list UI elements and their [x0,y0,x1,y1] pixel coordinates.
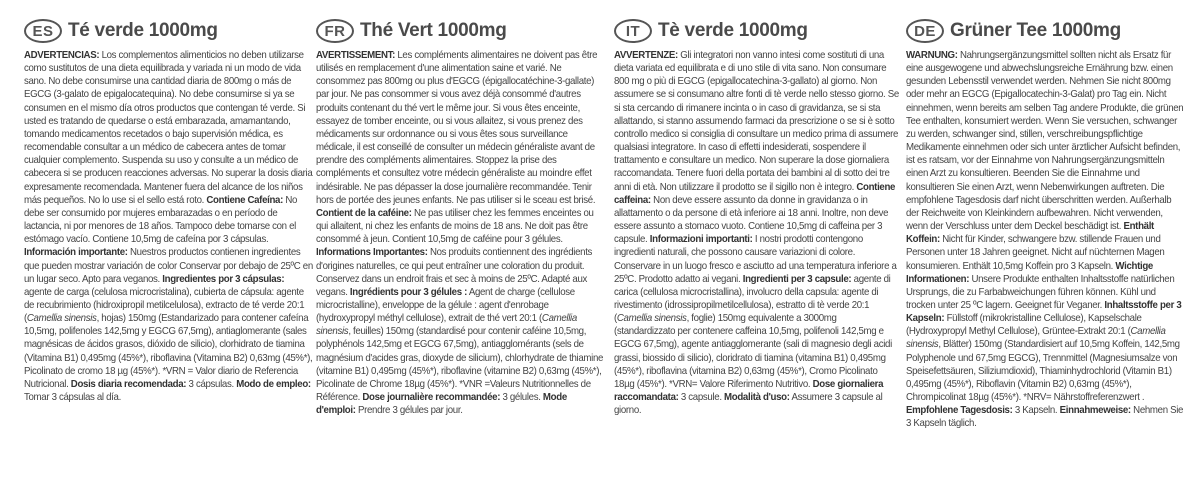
section-header [24,14,312,48]
section-heading: ADVERTENCIAS: [24,50,100,61]
section-heading: Modo de empleo: [236,378,311,390]
text-run: Les compléments alimentaires ne doivent pas être utilisés en remplacement d'une alimentation saine et varié. Ne consommez pas 800mg ou plus d'EGCG (épigallocatéchine-3-gallate) par jour. Ne pas consommer si vous avez déjà consommé d'autres produits contenant du thé vert le même jour. Si vous êtes enceinte, essayez de tomber enceinte, ou si vous allaitez, si vous prenez des médicaments sur ordonnance ou si vous êtes sous surveillance médicale, il est conseillé de consulter un médecin généraliste avant de prendre des compléments alimentaires. Stoppez la prise des compléments et consultez votre médecin généraliste au moindre effet indésirable. Ne pas dépasser la dose journalière recommandée. Tenir hors de portée des jeunes enfants. Ne pas utiliser si le sceau est brisé. [316,50,598,206]
text-run: Nos produits contiennent des ingrédients d'origines naturelles, ce qui peut entraîner une coloration du produit. Conservez dans un endroit frais et sec à moins de 25ºC. Adapté aux vegans. [316,247,593,298]
section-heading: Informations Importantes: [316,247,428,259]
italian-section [614,14,898,417]
section-heading: Wichtige Informationen: [906,260,1153,285]
section-header [614,14,898,48]
section-heading: Enthält Koffein: [906,221,1154,246]
text-run: 3 gélules. [500,392,543,404]
product-title: Grüner Tee 1000mg [950,20,1121,41]
section-heading: Ingrédients pour 3 gélules : [349,286,468,298]
section-heading: Modalità d'uso: [724,392,790,404]
product-title: Tè verde 1000mg [658,20,808,41]
text-run: Assumere 3 capsule al giorno. [614,392,883,417]
section-heading: WARNUNG: [906,50,958,61]
product-title: Thé Vert 1000mg [360,20,507,41]
section-heading: Información importante: [24,247,128,259]
text-run: Nehmen Sie 3 Kapseln täglich. [906,405,1184,430]
text-run: Ne pas utiliser chez les femmes enceintes ou qui allaitent, ni chez les enfants de moins de 18 ans. Ne doit pas être consommé à jeun. Contient 10,5mg de caféine pour 3 gélules. [316,207,594,246]
section-heading: Contient de la caféine: [316,207,412,219]
section-heading: Dose journalière recommandée: [362,392,501,404]
product-title: Té verde 1000mg [68,20,218,41]
text-run: , feuilles) 150mg (standardisé pour contenir caféine 10,5mg, polyphénols 142,5mg et EGCG 67,5mg), antiagglomérants (sels de magnésium d'acides gras, dioxyde de silicium), chlorhydrate de thiamine (vitamine B1) 0,495mg (45%*), riboflavine (vitamine B2) 0,63mg (45%*), Picolinate de Chrome 18µg (45%*). *VNR =Valeurs Nutritionnelles de Référence. [316,326,604,404]
section-heading: Ingredienti per 3 capsule: [742,273,852,285]
text-run: , hojas) 150mg (Estandarizado para contener cafeína 10,5mg, polifenoles 142,5mg y EGCG 67,5mg), antiaglomerante (sales magnésicas de ácidos grasos, dióxido de silicio), clorhidrato de tiamina (Vitamina B1) 0,495mg (45%*), riboflavina (Vitamina B2) 0,63mg (45%*), Picolinato de cromo 18 µg (45%*). *VRN = Valor diario de Referencia Nutricional. [24,313,313,390]
language-badge: ES [24,19,62,43]
text-run: , Blätter) 150mg (Standardisiert auf 10,5mg Koffein, 142,5mg Polyphenole und 67,5mg EGCG), Trennmittel (Magnesiumsalze von Speisefettsäuren, Siliziumdioxid), Thiaminhydrochlorid (Vitamin B1) 0,495mg (45%*), Riboflavin (Vitamin B2) 0,63mg (45%*), Chrompicolinat 18µg (45%*). *NRV= Nährstoffreferenzwert . [906,339,1180,404]
text-run: Los complementos alimenticios no deben utilizarse como sustitutos de una dieta equilibrada y variada ni un modo de vida sano. No debe consumirse una cantidad diaria de 800mg o más de EGCG (3-galato de epigalocatequina). No debe consumirse si ya se consumen en el mismo día otros productos que contengan té verde. Si usted es tratando de quedarse o está embarazada, amamantando, tomando medicamentos recetados o bajo supervisión médica, es recomendable consultar a un médico de cabecera antes de tomar cualquier complemento. Suspenda su uso y consulte a un médico de cabecera si se producen reacciones adversas. No superar la dosis diaria expresamente recomendada. Mantener fuera del alcance de los niños más pequeños. No lo use si el sello está roto. [24,50,313,206]
section-heading: Empfohlene Tagesdosis: [906,405,1013,417]
german-section [906,14,1184,431]
text-run: No debe ser consumido por mujeres embarazadas o en período de lactancia, ni por menores de 18 años. Tampoco debe tomarse con el estómago vacío. Contiene 10,5mg de cafeína por 3 cápsulas. [24,194,298,246]
section-heading: Informazioni importanti: [649,234,753,246]
text-run: 3 Kapseln. [1012,405,1060,417]
text-run: Prendre 3 gélules par jour. [355,405,463,417]
text-run: Agent de charge (cellulose microcristalline), enveloppe de la gélule : agent d'enrobage (hydroxypropyl méthyl cellulose), extrait de thé vert 20:1 ( [316,286,575,325]
section-heading: Contiene caffeina: [614,181,896,206]
label-text [906,49,1185,431]
text-run: 3 cápsulas. [186,378,237,390]
text-run: Gli integratori non vanno intesi come sostituti di una dieta variata ed equilibrata e di uno stile di vita sano. Non consumare 800 mg o più di EGCG (epigallocatechina-3-gallato) al giorno. Non assumere se si consumano altre fonti di tè verde nello stesso giorno. Se si sta cercando di rimanere incinta o in caso di gravidanza, se si sta allattando, si stanno assumendo farmaci da prescrizione o se si è sotto controllo medico si consiglia di consultare un medico prima di assumere qualsiasi integratore. In caso di effetti indesiderati, sospendere il trattamento e consultare un medico. Non superare la dose giornaliera raccomandata. Tenere fuori della portata dei bambini al di sotto dei tre anni di età. Non utilizzare il prodotto se il sigillo non è integro. [614,50,899,193]
text-run: Unsere Produkte enthalten Inhaltsstoffe natürlichen Ursprungs, die zu Farbabweichungen führen können. Kühl und trocken unter 25 ºC lagern. Geeignet für Veganer. [906,273,1175,311]
section-heading: AVVERTENZE: [614,50,678,61]
text-run: agente di carica (cellulosa microcristallina), involucro della capsula: agente di rivestimento (idrossipropilmetilcellulosa), estratto di tè verde 20:1 ( [614,273,891,325]
label-text [24,49,313,404]
latin-name: Camellia sinensis [906,326,1166,351]
latin-name: Camellia sinensis [616,313,687,325]
language-badge: FR [316,19,354,43]
latin-name: Camellia sinensis [316,313,577,338]
section-heading: Dosis diaria recomendada: [70,378,187,390]
label-text [614,49,899,417]
text-run: Füllstoff (mikrokristalline Cellulose), Kapselschale (Hydroxypropyl Methyl Cellulose), Grüntee-Extrakt 20:1 ( [906,313,1142,338]
section-heading: Ingredientes por 3 cápsulas: [162,273,285,285]
section-heading: AVERTISSEMENT: [316,50,396,61]
text-run: Tomar 3 cápsulas al día. [24,392,121,404]
section-header [906,14,1184,48]
section-header [316,14,606,48]
section-heading: Einnahmeweise: [1059,405,1131,417]
french-section [316,14,606,417]
text-run: Non deve essere assunto da donne in gravidanza o in allattamento o da persone di età inferiore ai 18 anni. Inoltre, non deve essere assunto a stomaco vuoto. Contiene 10,5mg di caffeina per 3 capsule. [614,194,889,246]
section-heading: Inhaltsstoffe per 3 Kapseln: [906,299,1182,325]
latin-name: Camellia sinensis [26,313,97,325]
text-run: Nahrungsergänzungsmittel sollten nicht als Ersatz für eine ausgewogene und abwechslungsreiche Ernährung bzw. einen gesunden Lebensstil verwendet werden. Nehmen Sie nicht 800mg oder mehr an EGCG (Epigallocatechin-3-Galat) pro Tag ein. Nicht einnehmen, wenn bereits am selben Tag andere Produkte, die grünen Tee enthalten, konsumiert werden. Wenn Sie versuchen, schwanger zu werden, schwanger sind, stillen, verschreibungspflichtige Medikamente einnehmen oder sich unter ärztlicher Aufsicht befinden, ist es ratsam, vor der Einnahme von Nahrungsergänzungsmitteln einen Arzt zu konsultieren. Beenden Sie die Einnahme und konsultieren Sie einen Arzt, wenn Nebenwirkungen auftreten. Die empfohlene Tagesdosis darf nicht überschritten werden. Außerhalb der Reichweite von Kleinkindern aufbewahren. Nicht verwenden, wenn der Verschluss unter dem Deckel beschädigt ist. [906,50,1184,233]
language-badge: IT [614,19,652,43]
text-run: agente de carga (celulosa microcristalina), cubierta de cápsula: agente de recubrimiento (hidroxipropil metilcelulosa), extracto de té verde 20:1 ( [24,286,305,325]
spanish-section [24,14,312,404]
text-run: I nostri prodotti contengono ingredienti naturali, che possono causare variazioni di colore. Conservare in un luogo fresco e asciutto ad una temperatura inferiore a 25ºC. Prodotto adatto ai vegani. [614,234,897,285]
language-badge: DE [906,19,944,43]
label-text [316,49,607,417]
text-run: Nicht für Kinder, schwangere bzw. stillende Frauen und Personen unter 18 Jahren geeignet. Nicht auf nüchternen Magen konsumieren. Enthält 10,5mg Koffein pro 3 Kapseln. [906,234,1165,272]
text-run: 3 capsule. [678,392,725,404]
section-heading: Contiene Cafeína: [206,194,284,206]
section-heading: Dose giornaliera raccomandata: [614,378,884,404]
section-heading: Mode d'emploi: [316,392,567,417]
text-run: Nuestros productos contienen ingredientes que pueden mostrar variación de color Conservar por debajo de 25ºC en un lugar seco. Apto para veganos. [24,247,313,285]
text-run: , foglie) 150mg equivalente a 3000mg (standardizzato per contenere caffeina 10,5mg, polifenoli 142,5mg e EGCG 67,5mg), agente antiagglomerante (sali di magnesio degli acidi grassi, biossido di silicio), cloridrato di tiamina (vitamina B1) 0,495mg (45%*), riboflavina (vitamina B2) 0,63mg (45%*), Cromo Picolinato 18µg (45%*). *VRN= Valore Riferimento Nutritivo. [614,313,892,390]
